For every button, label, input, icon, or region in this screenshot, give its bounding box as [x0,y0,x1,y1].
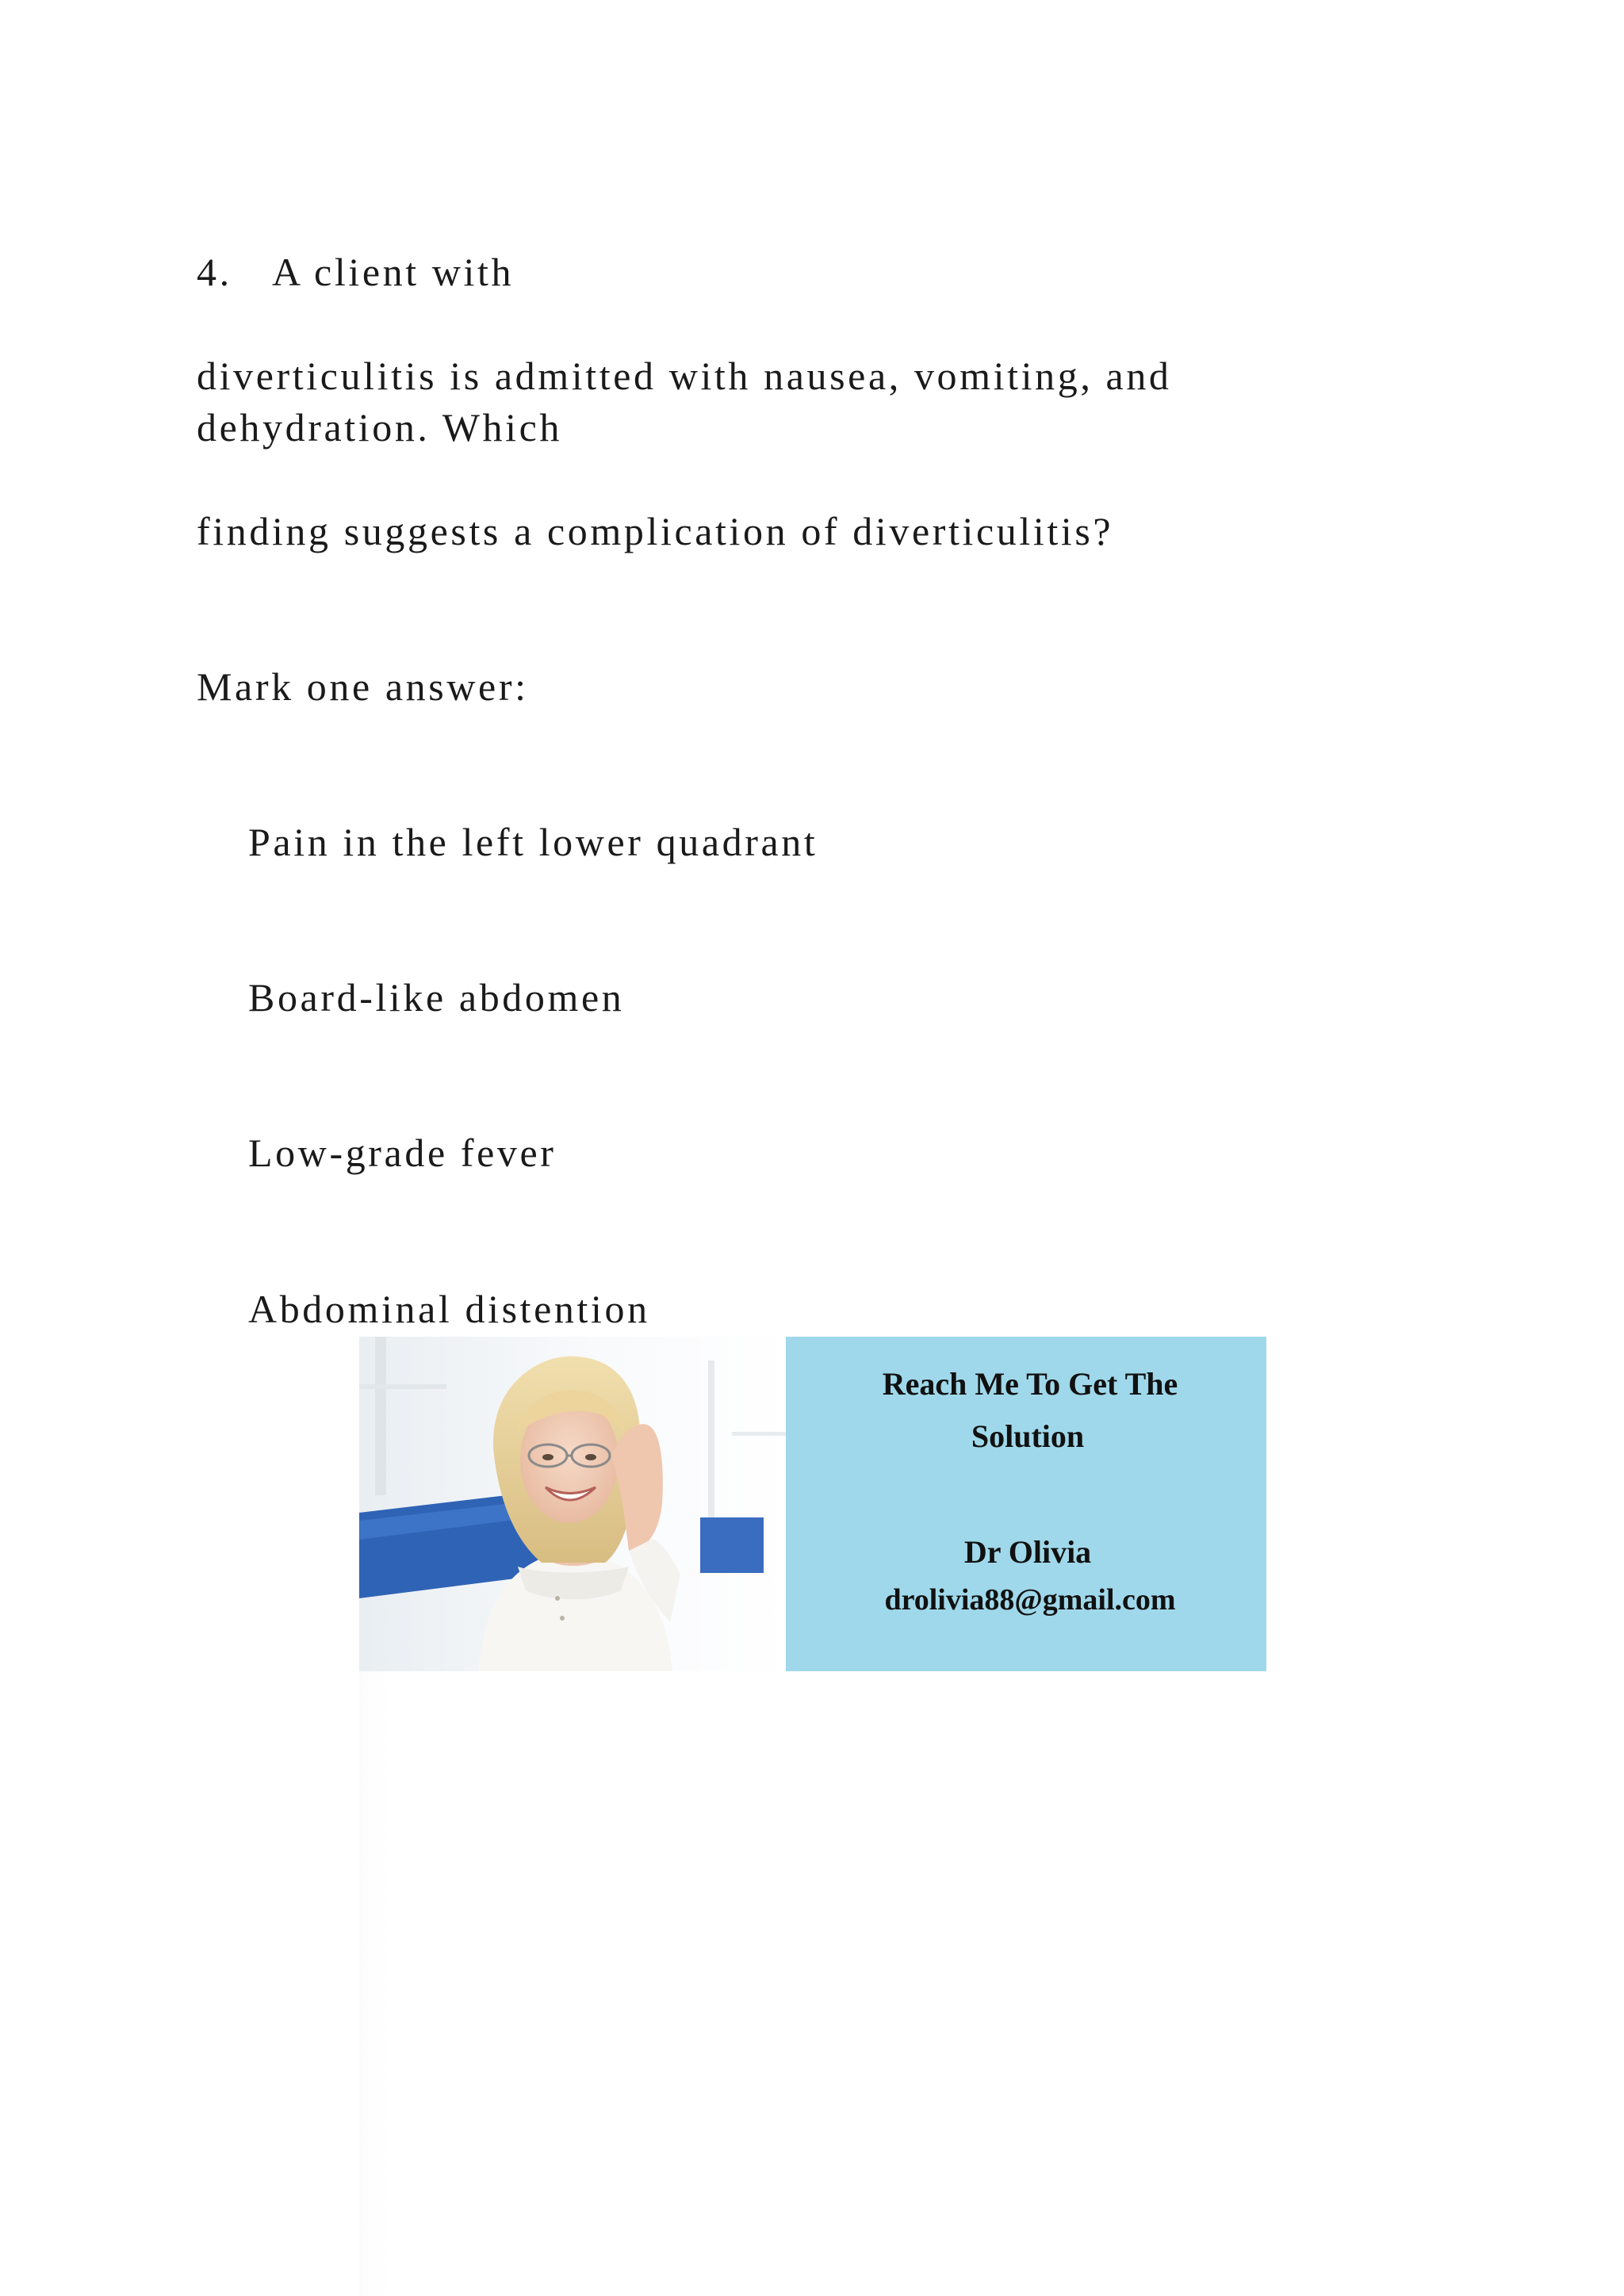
contact-banner[interactable] [359,1337,1266,1671]
contact-info-panel [786,1337,1266,1671]
answer-option-4[interactable]: Abdominal distention [248,1287,650,1331]
answer-option-3[interactable]: Low-grade fever [248,1131,557,1175]
banner-headline-line-2: Solution [971,1418,1085,1454]
answer-option-1[interactable]: Pain in the left lower quadrant [248,820,818,864]
answer-option-2[interactable]: Board-like abdomen [248,975,625,1020]
banner-contact-email[interactable]: drolivia88@gmail.com [884,1583,1176,1617]
question-text-line-4: finding suggests a complication of diverticulitis? [197,509,1114,553]
question-text-line-2: diverticulitis is admitted with nausea, vomiting, and [197,354,1172,398]
banner-contact-name: Dr Olivia [963,1534,1092,1570]
banner-headline-line-1: Reach Me To Get The [882,1366,1178,1402]
question-text-line-3: dehydration. Which [197,405,562,450]
answer-instruction: Mark one answer: [197,664,529,709]
smiling-woman-photo-icon [359,1337,786,1671]
question-number: 4. [197,250,232,294]
faint-background-strip [359,1671,1266,2296]
question-text-line-1: A client with [272,250,515,294]
